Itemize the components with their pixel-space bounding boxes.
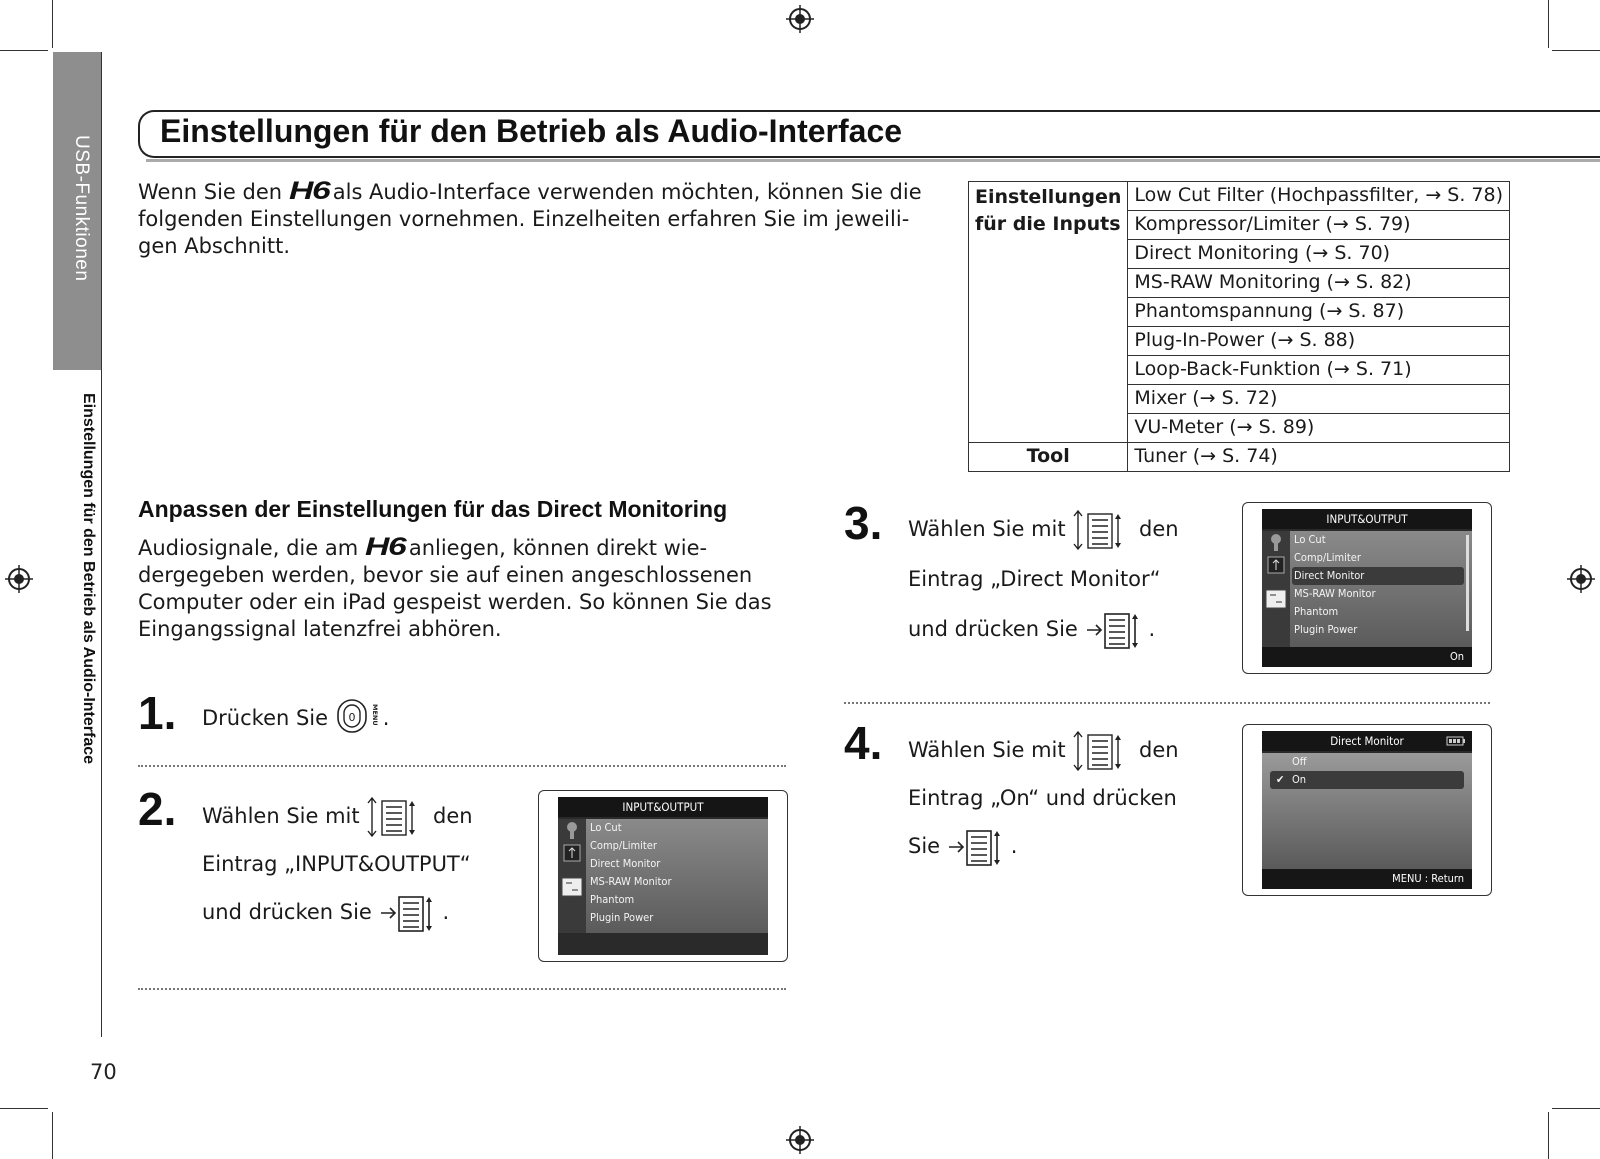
step-text: .: [442, 900, 450, 924]
step-number: 3.: [844, 497, 883, 549]
svg-text:0: 0: [348, 711, 356, 724]
menu-item[interactable]: Comp/Limiter: [1294, 551, 1361, 564]
step-text: den: [1139, 517, 1179, 541]
option-on-selected[interactable]: [1270, 771, 1464, 789]
screen-title: INPUT&OUTPUT: [558, 797, 768, 817]
table-cell: Loop-Back-Funktion (→ S. 71): [1128, 356, 1510, 385]
step-text: Eintrag „INPUT&OUTPUT“: [202, 852, 471, 876]
menu-item[interactable]: Phantom: [1294, 605, 1339, 618]
step-text: .: [1148, 617, 1156, 641]
paragraph-text: Computer oder ein iPad gespeist werden. So können Sie das: [138, 590, 772, 614]
table-cell: Low Cut Filter (Hochpassfilter, → S. 78): [1128, 182, 1510, 211]
table-cell: Direct Monitoring (→ S. 70): [1128, 240, 1510, 269]
page-number: 70: [90, 1060, 117, 1084]
io-icon: [1262, 588, 1290, 612]
option-off[interactable]: Off: [1292, 755, 1307, 768]
scrollbar: [1466, 535, 1469, 631]
intro-text: gen Abschnitt.: [138, 234, 291, 258]
menu-item[interactable]: Direct Monitor: [590, 857, 661, 870]
step-text: und drücken Sie: [202, 900, 372, 924]
section-tab-label: USB-Funktionen: [71, 135, 92, 282]
screen-footer: MENU : Return: [1262, 869, 1472, 889]
table-cell: Phantomspannung (→ S. 87): [1128, 298, 1510, 327]
io-icon: [558, 876, 586, 900]
step-text: Drücken Sie: [202, 706, 329, 730]
menu-item[interactable]: MS-RAW Monitor: [1294, 587, 1376, 600]
step-4-text: [908, 726, 1179, 870]
subsection-paragraph: [138, 534, 798, 643]
check-icon: ✔: [1276, 773, 1285, 786]
step-text: Eintrag „Direct Monitor“: [908, 567, 1161, 591]
step-text: den: [433, 804, 473, 828]
menu-item[interactable]: Lo Cut: [1294, 533, 1326, 546]
intro-text: als Audio-Interface verwenden möchten, können Sie die: [332, 180, 922, 204]
step-text: .: [382, 706, 390, 730]
device-screen-frame: [1242, 502, 1492, 674]
registration-mark-icon: [1567, 565, 1595, 593]
step-1-text: [202, 704, 389, 734]
step-text: Eintrag „On“ und drücken: [908, 786, 1177, 810]
step-text: Sie: [908, 834, 941, 858]
battery-icon: [1446, 736, 1466, 746]
step-text: den: [1139, 738, 1179, 762]
menu-list: [1262, 531, 1472, 647]
mic-icon: [558, 819, 586, 873]
device-screen-frame: [1242, 724, 1492, 896]
lcd-screen: [558, 797, 768, 955]
step-3-text: [908, 504, 1179, 654]
step-text: und drücken Sie: [908, 617, 1078, 641]
divider: [138, 765, 786, 767]
h6-logo: H6: [364, 533, 406, 561]
intro-text: folgenden Einstellungen vornehmen. Einzelheiten erfahren Sie im jeweili-: [138, 207, 910, 231]
table-cell: Plug-In-Power (→ S. 88): [1128, 327, 1510, 356]
screen-title: INPUT&OUTPUT: [1262, 509, 1472, 529]
divider: [101, 52, 102, 1037]
subsection-title: Anpassen der Einstellungen für das Direct Monitoring: [138, 496, 728, 522]
menu-item[interactable]: MS-RAW Monitor: [590, 875, 672, 888]
screen-footer: On: [1262, 647, 1472, 667]
menu-icons-column: [1262, 531, 1290, 647]
divider: [844, 702, 1490, 704]
menu-item[interactable]: Plugin Power: [1294, 623, 1358, 636]
table-cell: Kompressor/Limiter (→ S. 79): [1128, 211, 1510, 240]
h6-logo: H6: [288, 177, 330, 205]
screen-title-text: Direct Monitor: [1330, 734, 1404, 748]
table-header-inputs: Einstellungen für die Inputs: [969, 182, 1128, 443]
divider: [138, 988, 786, 990]
paragraph-text: anliegen, können direkt wie-: [408, 536, 708, 560]
press-enter-icon: [947, 825, 1011, 869]
svg-text:MENU: MENU: [370, 704, 379, 726]
step-text: Wählen Sie mit: [908, 738, 1066, 762]
option-list: [1262, 753, 1472, 869]
screen-title: [1262, 731, 1472, 751]
menu-button-icon: [335, 698, 383, 734]
scroll-up-down-icon: [1072, 729, 1132, 773]
menu-item[interactable]: Comp/Limiter: [590, 839, 657, 852]
device-screen-frame: [538, 790, 788, 962]
paragraph-text: dergegeben werden, bevor sie auf einen angeschlossenen: [138, 563, 753, 587]
settings-table: [968, 181, 1510, 472]
scroll-up-down-icon: [366, 795, 426, 839]
menu-icons-column: [558, 819, 586, 933]
option-label: On: [1292, 773, 1307, 786]
press-enter-icon: [1085, 608, 1149, 652]
lcd-screen: [1262, 509, 1472, 667]
press-enter-icon: [379, 891, 443, 935]
step-number: 4.: [844, 717, 883, 769]
step-text: Wählen Sie mit: [202, 804, 360, 828]
scroll-up-down-icon: [1072, 508, 1132, 552]
paragraph-text: Eingangssignal latenzfrei abhören.: [138, 617, 502, 641]
table-cell: Mixer (→ S. 72): [1128, 385, 1510, 414]
menu-item[interactable]: Plugin Power: [590, 911, 654, 924]
page-title: Einstellungen für den Betrieb als Audio-Interface: [160, 113, 903, 149]
step-number: 2.: [138, 783, 177, 835]
table-header-tool: Tool: [969, 443, 1128, 472]
step-number: 1.: [138, 687, 177, 739]
menu-item-selected[interactable]: Direct Monitor: [1292, 567, 1464, 585]
step-text: .: [1010, 834, 1018, 858]
intro-text: Wenn Sie den: [138, 180, 283, 204]
step-2-text: [202, 792, 473, 936]
registration-mark-icon: [786, 5, 814, 33]
table-cell: VU-Meter (→ S. 89): [1128, 414, 1510, 443]
paragraph-text: Audiosignale, die am: [138, 536, 359, 560]
table-cell: MS-RAW Monitoring (→ S. 82): [1128, 269, 1510, 298]
chapter-label: Einstellungen für den Betrieb als Audio-Interface: [80, 393, 97, 765]
mic-icon: [1262, 531, 1290, 585]
lcd-screen: [1262, 731, 1472, 889]
registration-mark-icon: [786, 1126, 814, 1154]
menu-item[interactable]: Phantom: [590, 893, 635, 906]
menu-item[interactable]: Lo Cut: [590, 821, 622, 834]
step-text: Wählen Sie mit: [908, 517, 1066, 541]
menu-list: [558, 819, 768, 933]
registration-mark-icon: [5, 565, 33, 593]
intro-paragraph: [138, 178, 958, 260]
table-cell: Tuner (→ S. 74): [1128, 443, 1510, 472]
